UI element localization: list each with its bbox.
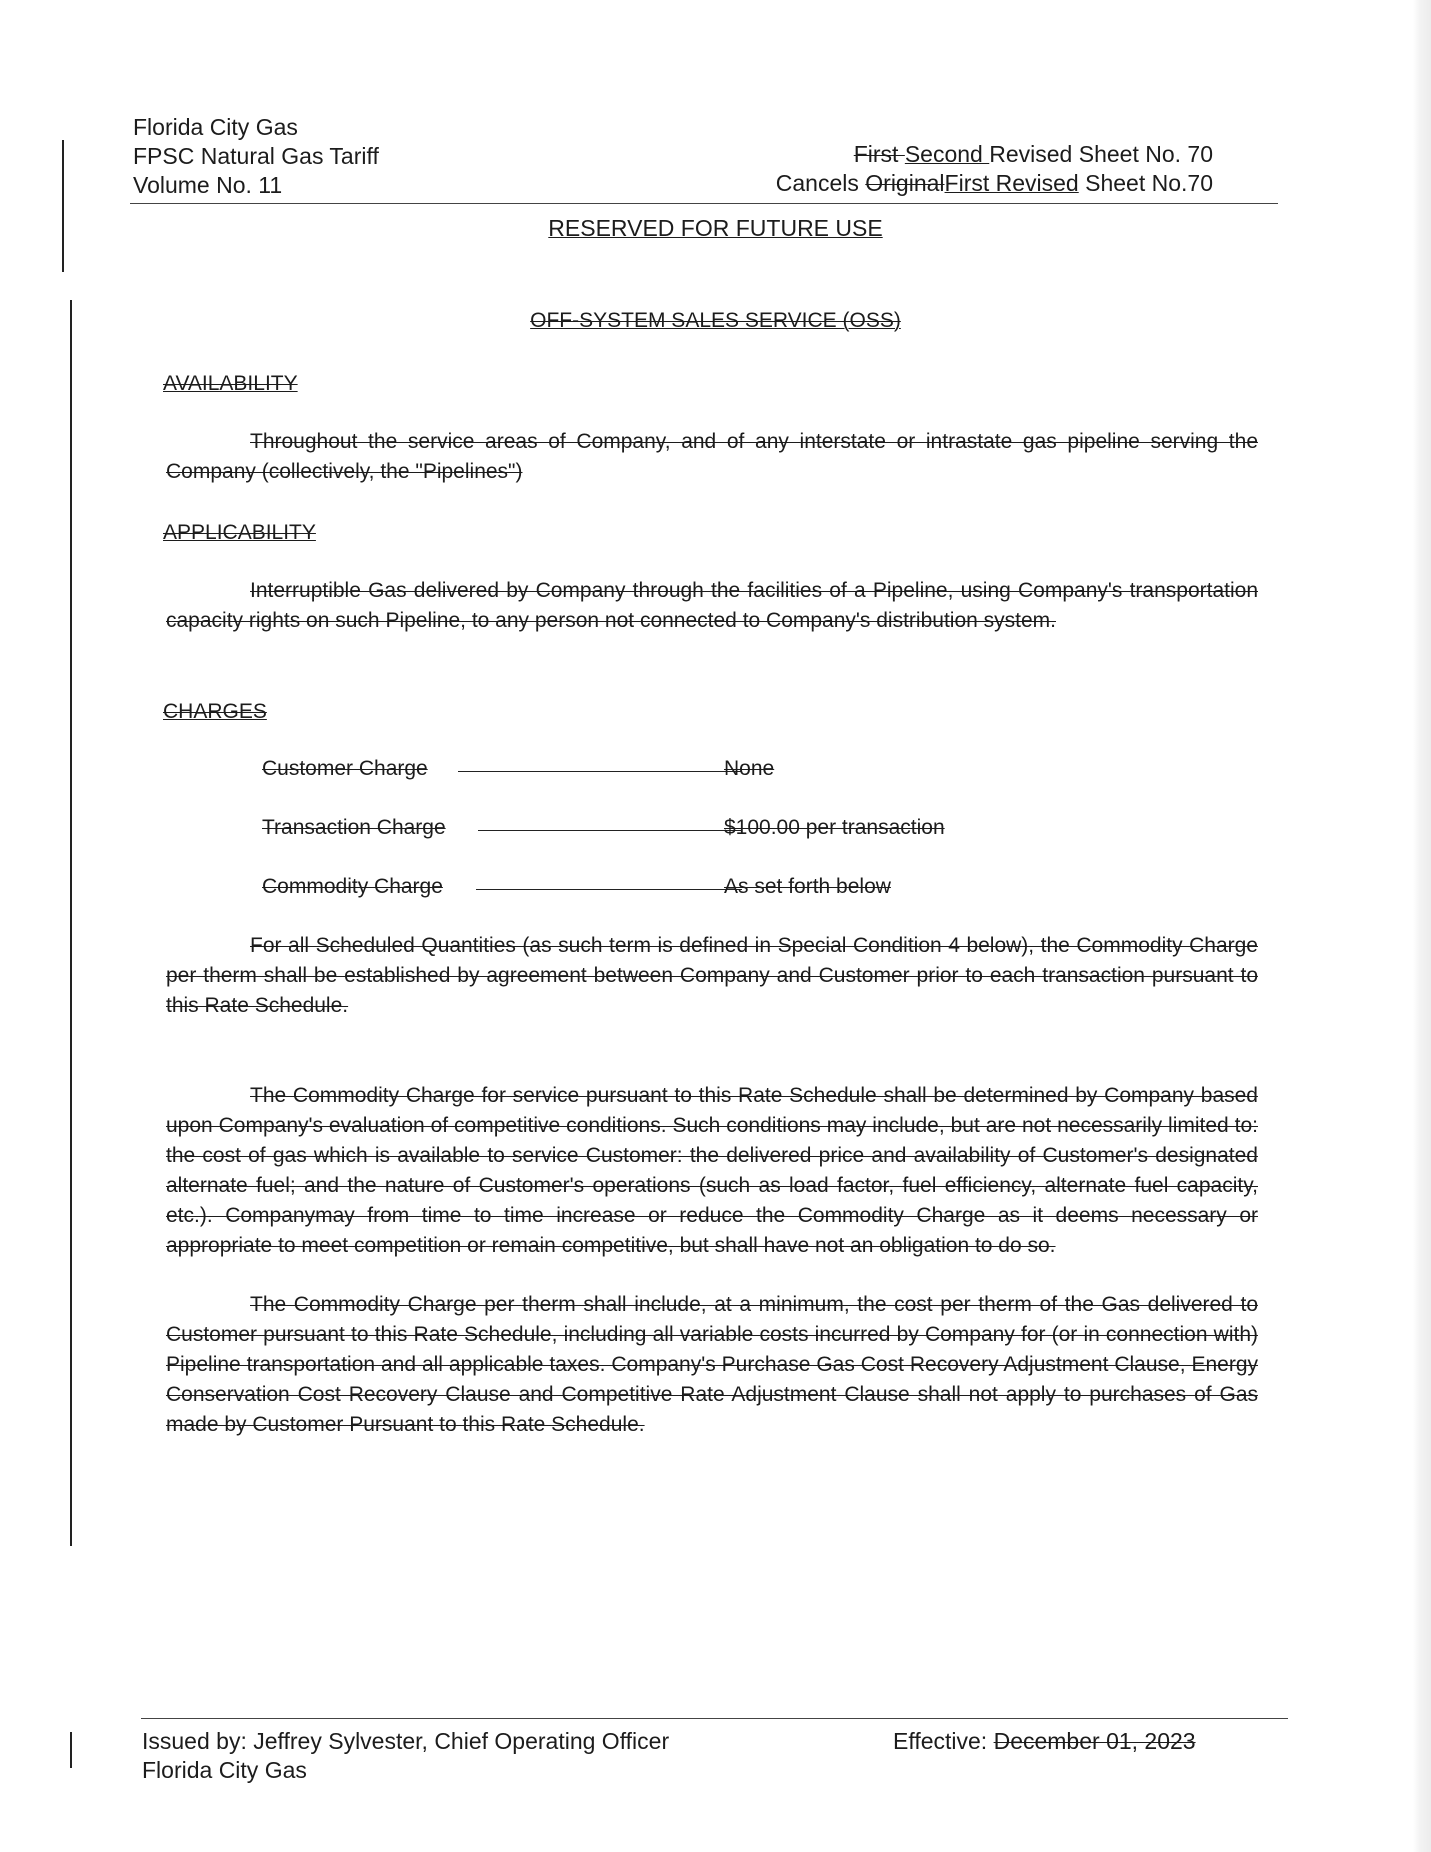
leader-line: [478, 830, 742, 831]
company-name: Florida City Gas: [133, 114, 298, 140]
cancels-inserted-text: First Revised: [944, 170, 1079, 196]
tariff-name: FPSC Natural Gas Tariff: [133, 143, 379, 169]
charge-value: None: [724, 757, 775, 780]
charges-paragraph-2: [166, 1081, 1258, 1261]
charges-heading: CHARGES: [163, 700, 267, 723]
applicability-body: Interruptible Gas delivered by Company through the facilities of a Pipeline, using Company's transportation capacity rights on such Pipeline, to any person not connected to Company's distribution system.: [166, 579, 1258, 632]
sheet-struck-text: First: [853, 141, 905, 167]
charge-value: As set forth below: [724, 875, 891, 898]
footer-left: [142, 1727, 669, 1785]
revision-bar-top: [62, 140, 64, 272]
scan-edge-shadow: [1413, 0, 1431, 1852]
applicability-text: [166, 576, 1258, 636]
charges-paragraph-1: [166, 931, 1258, 1021]
cancels-line: [776, 169, 1213, 198]
reserved-heading: RESERVED FOR FUTURE USE: [548, 215, 883, 241]
revision-bar-body: [70, 300, 72, 1546]
cancels-struck-text: Original: [865, 170, 945, 196]
effective-label: Effective:: [893, 1728, 994, 1754]
sheet-number: [776, 140, 1213, 169]
effective-date-line: [893, 1727, 1196, 1756]
header-rule: [130, 203, 1278, 204]
header-right: [776, 140, 1213, 198]
volume-number: Volume No. 11: [133, 172, 283, 198]
cancels-prefix: Cancels: [775, 170, 866, 196]
leader-line: [458, 771, 742, 772]
charges-paragraph-3: [166, 1290, 1258, 1440]
applicability-heading: APPLICABILITY: [163, 521, 316, 544]
issued-by: Issued by: Jeffrey Sylvester, Chief Operating Officer: [142, 1728, 670, 1754]
header-left: [133, 113, 379, 200]
leader-line: [476, 889, 742, 890]
sheet-inserted-text: Second: [904, 141, 990, 167]
charge-label: Commodity Charge: [262, 875, 443, 898]
availability-heading: AVAILABILITY: [163, 372, 298, 395]
cancels-rest-text: Sheet No.70: [1078, 170, 1213, 196]
effective-date: December 01, 2023: [993, 1728, 1196, 1754]
charges-paragraph-text: For all Scheduled Quantities (as such term is defined in Special Condition 4 below), the Commodity Charge per therm shall be established by agreement between Company and Customer prior to each transaction pursuant to this Rate Schedule.: [166, 934, 1258, 1017]
availability-text: [166, 427, 1258, 487]
charges-paragraph-text: The Commodity Charge for service pursuant to this Rate Schedule shall be determined by Company based upon Company's evaluation of competitive conditions. Such conditions may include, but are not necessarily limited to: the cost of gas which is available to service Customer: the delivered price and availability of Customer's designated alternate fuel; and the nature of Customer's operations (such as load factor, fuel efficiency, alternate fuel capacity, etc.). Companymay from time to time increase or reduce the Commodity Charge as it deems necessary or appropriate to meet competition or remain competitive, but shall have not an obligation to do so.: [166, 1084, 1258, 1257]
charge-label: Transaction Charge: [262, 816, 446, 839]
charge-value: $100.00 per transaction: [724, 816, 945, 839]
revision-bar-footer: [70, 1732, 72, 1768]
availability-body: Throughout the service areas of Company, and of any interstate or intrastate gas pipeline serving the Company (collectively, the "Pipelines"): [166, 430, 1258, 483]
section-title: OFF-SYSTEM SALES SERVICE (OSS): [530, 309, 901, 332]
sheet-rest-text: Revised Sheet No. 70: [989, 141, 1213, 167]
charges-paragraph-text: The Commodity Charge per therm shall include, at a minimum, the cost per therm of the Gas delivered to Customer pursuant to this Rate Schedule, including all variable costs incurred by Company for (or in connection with) Pipeline transportation and all applicable taxes. Company's Purchase Gas Cost Recovery Adjustment Clause, Energy Conservation Cost Recovery Clause and Competitive Rate Adjustment Clause shall not apply to purchases of Gas made by Customer Pursuant to this Rate Schedule.: [166, 1293, 1258, 1436]
charge-label: Customer Charge: [262, 757, 428, 780]
footer-rule: [141, 1718, 1288, 1719]
footer-company: Florida City Gas: [142, 1757, 307, 1783]
